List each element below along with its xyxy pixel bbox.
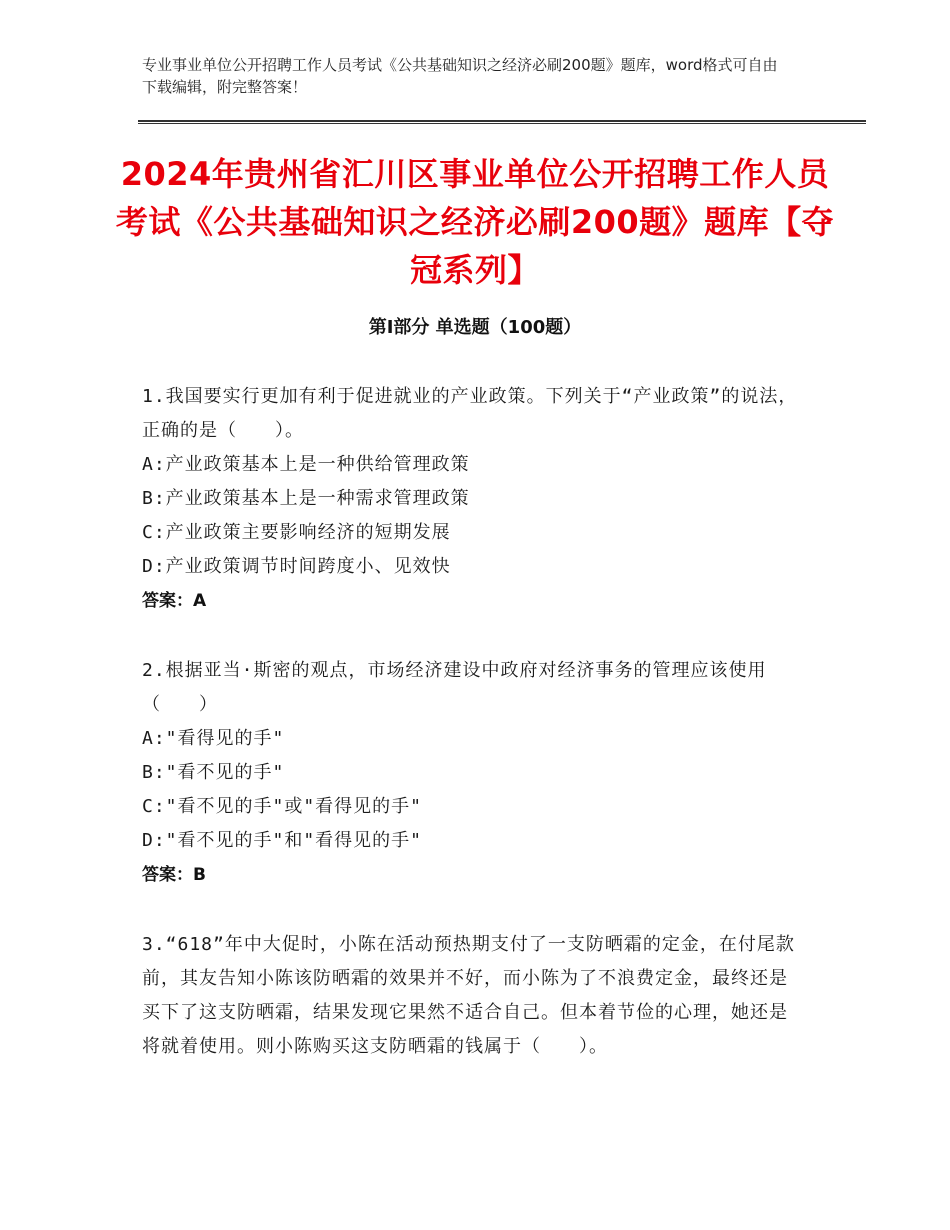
- answer: 答案：A: [142, 591, 207, 611]
- answer: 答案：B: [142, 865, 206, 885]
- option-c: C:产业政策主要影响经济的短期发展: [142, 522, 451, 543]
- section-heading: 第Ⅰ部分 单选题（100题）: [368, 317, 582, 338]
- option-b: B:产业政策基本上是一种需求管理政策: [142, 488, 470, 509]
- question-stem: 2.根据亚当·斯密的观点，市场经济建设中政府对经济事务的管理应该使用（ ）: [142, 660, 767, 715]
- question-2: [142, 654, 802, 892]
- option-d: D:产业政策调节时间跨度小、见效快: [142, 556, 451, 577]
- question-stem: 1.我国要实行更加有利于促进就业的产业政策。下列关于“产业政策”的说法，正确的是（ ）。: [142, 386, 798, 441]
- document-title: 2024年贵州省汇川区事业单位公开招聘工作人员考试《公共基础知识之经济必刷200题》题库【夺冠系列】: [115, 155, 835, 289]
- option-a: A:产业政策基本上是一种供给管理政策: [142, 454, 470, 475]
- question-stem: 3.“618”年中大促时，小陈在活动预热期支付了一支防晒霜的定金，在付尾款前，其友告知小陈该防晒霜的效果并不好，而小陈为了不浪费定金，最终还是买下了这支防晒霜，结果发现它果然不适合自己。但本着节俭的心理，她还是将就着使用。则小陈购买这支防晒霜的钱属于（ ）。: [142, 934, 795, 1057]
- question-1: [142, 380, 802, 618]
- option-b: B:"看不见的手": [142, 762, 285, 783]
- header-divider: [138, 120, 866, 124]
- header-note: 专业事业单位公开招聘工作人员考试《公共基础知识之经济必刷200题》题库，word格式可自由下载编辑，附完整答案！: [142, 56, 778, 96]
- option-a: A:"看得见的手": [142, 728, 285, 749]
- question-3: [142, 928, 802, 1064]
- option-d: D:"看不见的手"和"看得见的手": [142, 830, 423, 851]
- option-c: C:"看不见的手"或"看得见的手": [142, 796, 423, 817]
